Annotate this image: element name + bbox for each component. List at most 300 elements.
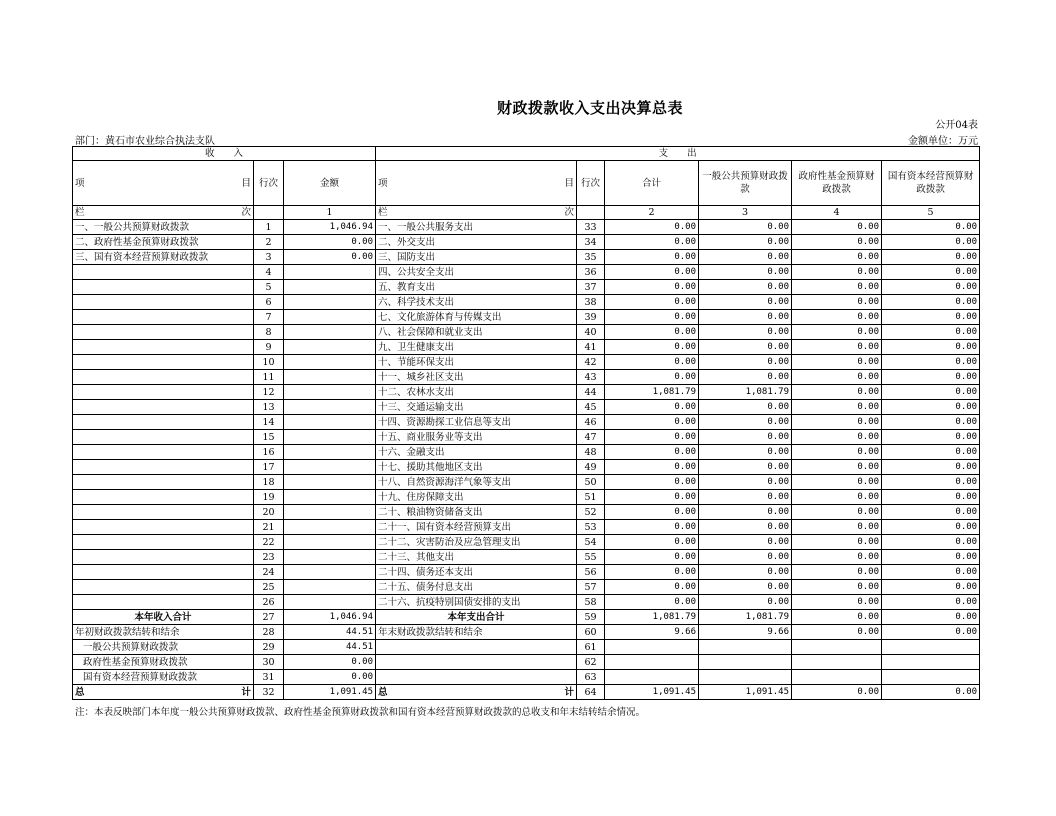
header-row-column-numbers <box>73 206 980 220</box>
income-amount-cell <box>284 265 376 280</box>
expense-row-no-cell: 40 <box>577 325 605 340</box>
state-capital-header: 国有资本经营预算财政拨款 <box>882 161 980 206</box>
expense-row-no-cell: 48 <box>577 445 605 460</box>
expense-row-no-cell: 54 <box>577 535 605 550</box>
state-capital-cell: 0.00 <box>882 520 980 535</box>
expense-row-no-header: 行次 <box>577 161 605 206</box>
table-row <box>73 445 980 460</box>
income-item-cell <box>73 295 254 310</box>
expense-row-no-cell: 51 <box>577 490 605 505</box>
year-income-total-label: 本年收入合计 <box>73 610 254 625</box>
footnote: 注：本表反映部门本年度一般公共预算财政拨款、政府性基金预算财政拨款和国有资本经营预算财政拨款的总收支和年末结转结余情况。 <box>75 707 646 718</box>
table-row <box>73 265 980 280</box>
income-item-cell <box>73 310 254 325</box>
gov-fund-cell: 0.00 <box>792 220 882 235</box>
income-amount-cell <box>284 430 376 445</box>
income-amount-cell <box>284 505 376 520</box>
amount-unit-label: 金额单位：万元 <box>908 136 978 147</box>
page-title: 财政拨款收入支出决算总表 <box>496 99 683 117</box>
general-budget-cell: 0.00 <box>699 460 792 475</box>
general-budget-cell <box>699 655 792 670</box>
gov-fund-cell: 0.00 <box>792 610 882 625</box>
income-row-no-cell: 4 <box>254 265 284 280</box>
gov-fund-cell: 0.00 <box>792 340 882 355</box>
income-amount-cell <box>284 490 376 505</box>
income-row-no-cell: 14 <box>254 415 284 430</box>
table-row <box>73 250 980 265</box>
gov-fund-cell: 0.00 <box>792 250 882 265</box>
income-row-no-cell: 19 <box>254 490 284 505</box>
table-row <box>73 385 980 400</box>
income-item-cell: 二、政府性基金预算财政拨款 <box>73 235 254 250</box>
state-capital-cell: 0.00 <box>882 535 980 550</box>
expense-total-cell: 0.00 <box>605 265 699 280</box>
col-number: 3 <box>699 206 792 220</box>
expense-row-no-cell: 62 <box>577 655 605 670</box>
expense-item-cell <box>376 670 577 685</box>
expense-item-cell: 二十三、其他支出 <box>376 550 577 565</box>
general-budget-cell: 0.00 <box>699 370 792 385</box>
income-row-no-cell: 31 <box>254 670 284 685</box>
gov-fund-cell: 0.00 <box>792 430 882 445</box>
state-capital-cell: 0.00 <box>882 220 980 235</box>
income-item-cell <box>73 460 254 475</box>
expense-item-cell: 五、教育支出 <box>376 280 577 295</box>
expense-total-cell: 0.00 <box>605 310 699 325</box>
expense-total-cell: 0.00 <box>605 580 699 595</box>
income-amount-cell <box>284 340 376 355</box>
expense-total-cell: 0.00 <box>605 355 699 370</box>
gov-fund-cell: 0.00 <box>792 550 882 565</box>
state-capital-cell: 0.00 <box>882 250 980 265</box>
expense-total-cell: 0.00 <box>605 370 699 385</box>
expense-total-cell: 0.00 <box>605 430 699 445</box>
general-budget-cell: 0.00 <box>699 505 792 520</box>
state-capital-cell: 0.00 <box>882 505 980 520</box>
table-row <box>73 280 980 295</box>
income-item-cell <box>73 430 254 445</box>
income-row-no-cell: 27 <box>254 610 284 625</box>
gov-fund-cell: 0.00 <box>792 370 882 385</box>
income-row-no-cell: 26 <box>254 595 284 610</box>
expense-item-cell: 二十六、抗疫特别国债安排的支出 <box>376 595 577 610</box>
income-row-no-cell: 32 <box>254 685 284 700</box>
income-item-cell <box>73 355 254 370</box>
income-amount-cell: 0.00 <box>284 250 376 265</box>
item-left-label: 项 <box>75 177 85 189</box>
state-capital-cell: 0.00 <box>882 280 980 295</box>
expense-total-cell: 1,081.79 <box>605 610 699 625</box>
table-row <box>73 220 980 235</box>
expense-row-no-cell: 45 <box>577 400 605 415</box>
gov-fund-header: 政府性基金预算财政拨款 <box>792 161 882 206</box>
general-budget-cell: 0.00 <box>699 550 792 565</box>
income-row-no-cell: 24 <box>254 565 284 580</box>
income-item-cell <box>73 340 254 355</box>
gov-fund-cell: 0.00 <box>792 355 882 370</box>
col-number: 1 <box>284 206 376 220</box>
expense-row-no-cell: 35 <box>577 250 605 265</box>
expense-item-cell <box>376 640 577 655</box>
header-row-sections <box>73 147 980 161</box>
expense-row-no-cell: 58 <box>577 595 605 610</box>
table-row <box>73 535 980 550</box>
income-item-cell <box>73 490 254 505</box>
table-row <box>73 235 980 250</box>
gov-fund-cell: 0.00 <box>792 310 882 325</box>
table-row <box>73 520 980 535</box>
income-row-no-cell: 8 <box>254 325 284 340</box>
income-row-no-cell: 20 <box>254 505 284 520</box>
income-item-cell <box>73 265 254 280</box>
expense-total-cell: 0.00 <box>605 535 699 550</box>
carryover-row <box>73 655 980 670</box>
state-capital-cell: 0.00 <box>882 355 980 370</box>
expense-row-no-cell: 50 <box>577 475 605 490</box>
income-item-cell <box>73 415 254 430</box>
general-budget-cell: 0.00 <box>699 595 792 610</box>
table-row <box>73 595 980 610</box>
expense-total-cell: 0.00 <box>605 250 699 265</box>
expense-item-cell: 八、社会保障和就业支出 <box>376 325 577 340</box>
item-right-label: 目 <box>564 177 575 189</box>
general-budget-header: 一般公共预算财政拨款 <box>699 161 792 206</box>
item-left-label: 项 <box>378 177 388 189</box>
general-budget-cell: 0.00 <box>699 355 792 370</box>
gov-fund-cell: 0.00 <box>792 325 882 340</box>
income-item-cell <box>73 280 254 295</box>
year-expense-total-label: 本年支出合计 <box>376 610 577 625</box>
income-row-no-cell: 21 <box>254 520 284 535</box>
gov-fund-cell: 0.00 <box>792 565 882 580</box>
income-amount-cell <box>284 445 376 460</box>
expense-row-no-cell: 43 <box>577 370 605 385</box>
table-row <box>73 475 980 490</box>
income-row-no-cell: 17 <box>254 460 284 475</box>
general-budget-cell: 0.00 <box>699 490 792 505</box>
state-capital-cell: 0.00 <box>882 235 980 250</box>
expense-total-cell <box>605 655 699 670</box>
income-item-cell <box>73 595 254 610</box>
general-budget-cell: 0.00 <box>699 580 792 595</box>
expense-item-cell: 年末财政拨款结转和结余 <box>376 625 577 640</box>
income-row-no-cell: 10 <box>254 355 284 370</box>
expense-row-no-cell: 49 <box>577 460 605 475</box>
expense-total-cell: 0.00 <box>605 460 699 475</box>
expense-item-cell: 一、一般公共服务支出 <box>376 220 577 235</box>
general-budget-cell: 0.00 <box>699 235 792 250</box>
expense-total-cell: 9.66 <box>605 625 699 640</box>
income-amount-cell: 1,091.45 <box>284 685 376 700</box>
gov-fund-cell <box>792 640 882 655</box>
income-amount-cell: 0.00 <box>284 235 376 250</box>
income-amount-cell: 0.00 <box>284 655 376 670</box>
income-item-cell <box>73 385 254 400</box>
expense-total-cell: 0.00 <box>605 235 699 250</box>
income-amount-cell <box>284 595 376 610</box>
income-item-cell <box>73 445 254 460</box>
expense-row-no-cell: 38 <box>577 295 605 310</box>
income-row-no-cell: 6 <box>254 295 284 310</box>
general-budget-cell: 0.00 <box>699 250 792 265</box>
general-budget-cell: 0.00 <box>699 535 792 550</box>
gov-fund-cell: 0.00 <box>792 295 882 310</box>
gov-fund-cell: 0.00 <box>792 490 882 505</box>
expense-total-cell: 0.00 <box>605 415 699 430</box>
expense-row-no-cell: 44 <box>577 385 605 400</box>
general-budget-cell: 0.00 <box>699 220 792 235</box>
expense-total-cell: 0.00 <box>605 280 699 295</box>
expense-item-cell: 十九、住房保障支出 <box>376 490 577 505</box>
income-row-no-cell: 25 <box>254 580 284 595</box>
state-capital-cell <box>882 640 980 655</box>
grand-total-left: 总 <box>378 686 388 698</box>
expense-row-no-cell: 52 <box>577 505 605 520</box>
gov-fund-cell: 0.00 <box>792 235 882 250</box>
income-item-cell: 一、一般公共预算财政拨款 <box>73 220 254 235</box>
col-right-label: 次 <box>564 207 575 218</box>
income-row-no-cell: 29 <box>254 640 284 655</box>
empty-cell <box>577 206 605 220</box>
state-capital-cell: 0.00 <box>882 400 980 415</box>
col-label-cell <box>376 206 577 220</box>
income-item-cell <box>73 520 254 535</box>
gov-fund-cell: 0.00 <box>792 595 882 610</box>
expense-total-cell <box>605 640 699 655</box>
income-row-no-cell: 3 <box>254 250 284 265</box>
state-capital-cell: 0.00 <box>882 550 980 565</box>
income-item-cell: 国有资本经营预算财政拨款 <box>73 670 254 685</box>
expense-row-no-cell: 57 <box>577 580 605 595</box>
expense-item-header <box>376 161 577 206</box>
income-amount-cell <box>284 475 376 490</box>
expense-item-cell: 十、节能环保支出 <box>376 355 577 370</box>
expense-total-cell <box>605 670 699 685</box>
income-amount-cell <box>284 535 376 550</box>
income-row-no-cell: 1 <box>254 220 284 235</box>
expense-row-no-cell: 36 <box>577 265 605 280</box>
income-row-no-cell: 9 <box>254 340 284 355</box>
general-budget-cell <box>699 640 792 655</box>
carryover-row <box>73 670 980 685</box>
gov-fund-cell: 0.00 <box>792 385 882 400</box>
income-item-cell <box>73 505 254 520</box>
expense-item-cell: 二十四、债务还本支出 <box>376 565 577 580</box>
income-amount-cell <box>284 295 376 310</box>
general-budget-cell: 1,081.79 <box>699 385 792 400</box>
table-row <box>73 490 980 505</box>
state-capital-cell: 0.00 <box>882 325 980 340</box>
year-total-row <box>73 610 980 625</box>
income-item-cell <box>73 580 254 595</box>
income-amount-cell <box>284 370 376 385</box>
income-amount-cell: 44.51 <box>284 625 376 640</box>
general-budget-cell: 0.00 <box>699 265 792 280</box>
state-capital-cell: 0.00 <box>882 490 980 505</box>
income-row-no-header: 行次 <box>254 161 284 206</box>
general-budget-cell: 0.00 <box>699 415 792 430</box>
income-row-no-cell: 13 <box>254 400 284 415</box>
expense-total-cell: 0.00 <box>605 595 699 610</box>
gov-fund-cell: 0.00 <box>792 265 882 280</box>
grand-total-right: 计 <box>241 686 251 698</box>
expense-item-cell: 二十、粮油物资储备支出 <box>376 505 577 520</box>
expense-item-cell: 十三、交通运输支出 <box>376 400 577 415</box>
expense-total-cell: 0.00 <box>605 340 699 355</box>
income-item-cell <box>73 400 254 415</box>
expense-row-no-cell: 61 <box>577 640 605 655</box>
col-label-cell <box>73 206 254 220</box>
col-left-label: 栏 <box>378 207 388 218</box>
table-row <box>73 550 980 565</box>
expense-row-no-cell: 64 <box>577 685 605 700</box>
expense-total-cell: 0.00 <box>605 295 699 310</box>
expense-row-no-cell: 37 <box>577 280 605 295</box>
table-row <box>73 355 980 370</box>
income-row-no-cell: 23 <box>254 550 284 565</box>
expense-total-cell: 1,091.45 <box>605 685 699 700</box>
gov-fund-cell: 0.00 <box>792 415 882 430</box>
state-capital-cell: 0.00 <box>882 310 980 325</box>
expense-row-no-cell: 34 <box>577 235 605 250</box>
expense-row-no-cell: 42 <box>577 355 605 370</box>
general-budget-cell: 0.00 <box>699 295 792 310</box>
expense-total-cell: 0.00 <box>605 400 699 415</box>
general-budget-cell: 0.00 <box>699 400 792 415</box>
gov-fund-cell: 0.00 <box>792 535 882 550</box>
budget-summary-table <box>72 146 980 700</box>
expense-total-cell: 0.00 <box>605 505 699 520</box>
income-item-cell: 三、国有资本经营预算财政拨款 <box>73 250 254 265</box>
income-row-no-cell: 7 <box>254 310 284 325</box>
expense-row-no-cell: 53 <box>577 520 605 535</box>
expense-row-no-cell: 60 <box>577 625 605 640</box>
income-amount-cell <box>284 415 376 430</box>
income-item-cell <box>73 535 254 550</box>
grand-total-right: 计 <box>564 686 575 698</box>
general-budget-cell: 9.66 <box>699 625 792 640</box>
expense-item-cell: 十八、自然资源海洋气象等支出 <box>376 475 577 490</box>
expense-row-no-cell: 55 <box>577 550 605 565</box>
carryover-row <box>73 625 980 640</box>
expense-item-cell: 十五、商业服务业等支出 <box>376 430 577 445</box>
expense-item-cell: 九、卫生健康支出 <box>376 340 577 355</box>
state-capital-cell: 0.00 <box>882 445 980 460</box>
col-right-label: 次 <box>241 207 251 218</box>
general-budget-cell <box>699 670 792 685</box>
income-item-cell: 政府性基金预算财政拨款 <box>73 655 254 670</box>
state-capital-cell: 0.00 <box>882 580 980 595</box>
income-amount-cell <box>284 385 376 400</box>
income-amount-cell <box>284 310 376 325</box>
carryover-row <box>73 640 980 655</box>
expense-item-cell: 二十二、灾害防治及应急管理支出 <box>376 535 577 550</box>
income-amount-header: 金额 <box>284 161 376 206</box>
form-number: 公开04表 <box>935 120 978 131</box>
gov-fund-cell: 0.00 <box>792 520 882 535</box>
department-label: 部门：黄石市农业综合执法支队 <box>75 136 215 147</box>
state-capital-cell: 0.00 <box>882 385 980 400</box>
expense-row-no-cell: 39 <box>577 310 605 325</box>
table-row <box>73 430 980 445</box>
income-item-cell: 一般公共预算财政拨款 <box>73 640 254 655</box>
general-budget-cell: 0.00 <box>699 445 792 460</box>
expense-item-cell: 十二、农林水支出 <box>376 385 577 400</box>
income-row-no-cell: 11 <box>254 370 284 385</box>
state-capital-cell: 0.00 <box>882 265 980 280</box>
state-capital-cell: 0.00 <box>882 625 980 640</box>
table-row <box>73 505 980 520</box>
gov-fund-cell: 0.00 <box>792 580 882 595</box>
expense-item-cell: 三、国防支出 <box>376 250 577 265</box>
general-budget-cell: 0.00 <box>699 325 792 340</box>
expense-item-cell: 七、文化旅游体育与传媒支出 <box>376 310 577 325</box>
income-amount-cell: 1,046.94 <box>284 610 376 625</box>
expense-row-no-cell: 46 <box>577 415 605 430</box>
table-row <box>73 565 980 580</box>
expense-row-no-cell: 33 <box>577 220 605 235</box>
income-item-cell <box>73 325 254 340</box>
income-item-cell <box>73 550 254 565</box>
grand-total-left: 总 <box>75 686 85 698</box>
state-capital-cell: 0.00 <box>882 295 980 310</box>
income-item-cell: 年初财政拨款结转和结余 <box>73 625 254 640</box>
gov-fund-cell <box>792 670 882 685</box>
expense-item-cell: 十四、资源勘探工业信息等支出 <box>376 415 577 430</box>
expense-item-cell: 二十一、国有资本经营预算支出 <box>376 520 577 535</box>
gov-fund-cell: 0.00 <box>792 625 882 640</box>
general-budget-cell: 0.00 <box>699 475 792 490</box>
gov-fund-cell <box>792 655 882 670</box>
expense-total-cell: 0.00 <box>605 550 699 565</box>
general-budget-cell: 0.00 <box>699 520 792 535</box>
state-capital-cell: 0.00 <box>882 475 980 490</box>
gov-fund-cell: 0.00 <box>792 280 882 295</box>
income-amount-cell <box>284 520 376 535</box>
income-row-no-cell: 28 <box>254 625 284 640</box>
expense-item-cell: 十六、金融支出 <box>376 445 577 460</box>
general-budget-cell: 0.00 <box>699 340 792 355</box>
gov-fund-cell: 0.00 <box>792 445 882 460</box>
table-row <box>73 325 980 340</box>
col-number: 4 <box>792 206 882 220</box>
empty-cell <box>254 206 284 220</box>
income-section-header: 收 入 <box>73 147 376 161</box>
gov-fund-cell: 0.00 <box>792 475 882 490</box>
expense-total-cell: 0.00 <box>605 490 699 505</box>
state-capital-cell: 0.00 <box>882 340 980 355</box>
expense-total-header: 合计 <box>605 161 699 206</box>
table-row <box>73 295 980 310</box>
expense-item-cell: 十一、城乡社区支出 <box>376 370 577 385</box>
income-row-no-cell: 12 <box>254 385 284 400</box>
expense-row-no-cell: 47 <box>577 430 605 445</box>
income-amount-cell <box>284 580 376 595</box>
income-row-no-cell: 22 <box>254 535 284 550</box>
income-row-no-cell: 2 <box>254 235 284 250</box>
general-budget-cell: 1,081.79 <box>699 610 792 625</box>
table-row <box>73 310 980 325</box>
income-amount-cell <box>284 400 376 415</box>
general-budget-cell: 1,091.45 <box>699 685 792 700</box>
state-capital-cell: 0.00 <box>882 430 980 445</box>
income-amount-cell: 44.51 <box>284 640 376 655</box>
col-number: 5 <box>882 206 980 220</box>
state-capital-cell: 0.00 <box>882 415 980 430</box>
income-amount-cell <box>284 280 376 295</box>
income-amount-cell <box>284 565 376 580</box>
income-row-no-cell: 16 <box>254 445 284 460</box>
